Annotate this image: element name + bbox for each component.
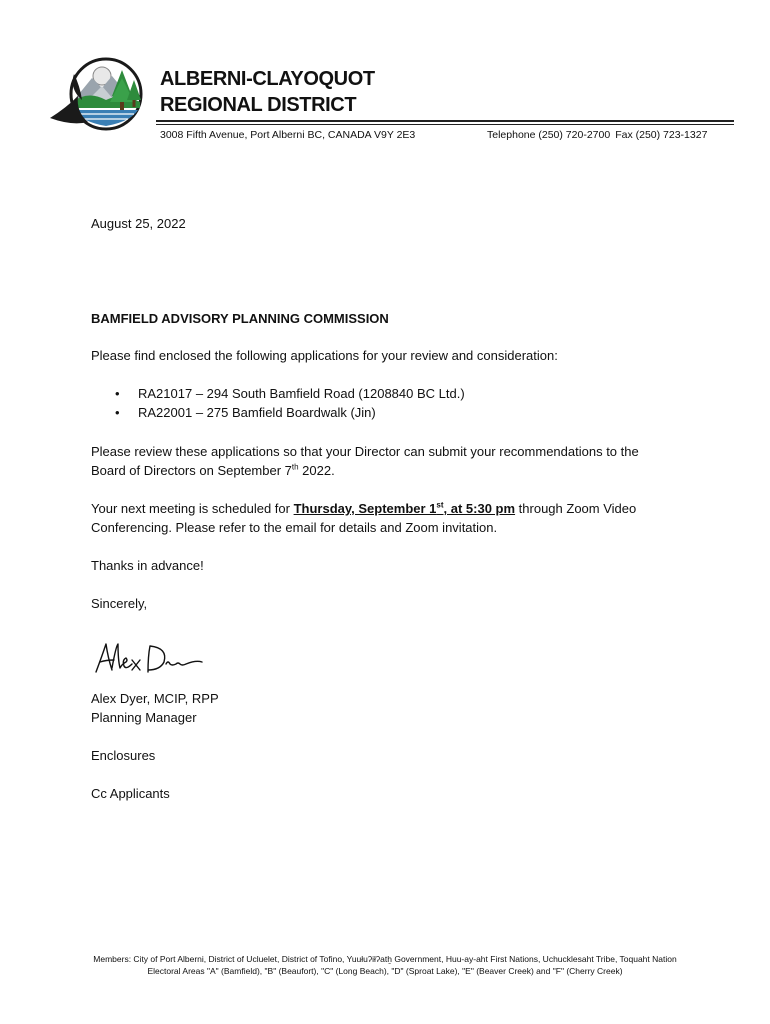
review-text: Board of Directors on September 7: [91, 463, 292, 478]
enclosures: Enclosures: [91, 748, 156, 763]
meeting-paragraph-line-2: Conferencing. Please refer to the email for details and Zoom invitation.: [91, 520, 498, 535]
applications-list: [91, 384, 465, 422]
meeting-time: , at 5:30 pm: [443, 501, 516, 516]
letterhead-contact: [487, 129, 707, 141]
signer-block: [91, 689, 219, 727]
meeting-platform: through Zoom Video: [515, 501, 637, 516]
thanks-line: Thanks in advance!: [91, 558, 204, 573]
letter-heading: BAMFIELD ADVISORY PLANNING COMMISSION: [91, 311, 389, 326]
meeting-paragraph: [91, 499, 636, 537]
fax: Fax (250) 723-1327: [615, 129, 708, 141]
footer-line-1: Members: City of Port Alberni, District of Ucluelet, District of Tofino, Yuułuʔiłʔatẖ Government, Huu-ay-aht First Nations, Uchucklesaht Tribe, Toquaht Nation: [93, 954, 677, 964]
telephone: Telephone (250) 720-2700: [487, 129, 611, 141]
review-paragraph-line-2: [91, 461, 639, 480]
meeting-datetime: [294, 501, 515, 516]
letterhead-rule-thin: [156, 124, 734, 125]
letter-date: August 25, 2022: [91, 216, 186, 231]
list-item: • RA22001 – 275 Bamfield Boardwalk (Jin): [91, 403, 465, 422]
letter-intro: Please find enclosed the following applications for your review and consideration:: [91, 348, 558, 363]
organization-name: [160, 66, 375, 118]
regional-district-logo-icon: [48, 56, 160, 134]
footer-line-2: Electoral Areas "A" (Bamfield), "B" (Beaufort), "C" (Long Beach), "D" (Sproat Lake), "E" (Beaver Creek) and "F" (Cherry Creek): [147, 966, 623, 976]
letterhead-address: 3008 Fifth Avenue, Port Alberni BC, CANADA V9Y 2E3: [160, 129, 416, 141]
ordinal-suffix: st: [436, 500, 444, 510]
meeting-date: Thursday, September 1: [293, 501, 437, 516]
review-paragraph-line-1: Please review these applications so that your Director can submit your recommendations to the: [91, 444, 639, 459]
letterhead-rule-thick: [156, 120, 734, 122]
review-year: 2022.: [298, 463, 335, 478]
cc-line: Cc Applicants: [91, 786, 170, 801]
signer-name: Alex Dyer, MCIP, RPP: [91, 691, 219, 706]
review-paragraph: [91, 442, 639, 480]
org-name-line-2: REGIONAL DISTRICT: [160, 94, 357, 116]
org-name-line-1: ALBERNI-CLAYOQUOT: [160, 68, 375, 90]
signer-title: Planning Manager: [91, 710, 197, 725]
handwritten-signature: [92, 638, 204, 676]
ordinal-suffix: th: [291, 462, 299, 472]
footer-members: [0, 953, 770, 977]
meeting-paragraph-line-1: [91, 499, 636, 518]
closing: Sincerely,: [91, 596, 148, 611]
list-item: • RA21017 – 294 South Bamfield Road (1208840 BC Ltd.): [91, 384, 465, 403]
meeting-text: Your next meeting is scheduled for: [91, 501, 294, 516]
